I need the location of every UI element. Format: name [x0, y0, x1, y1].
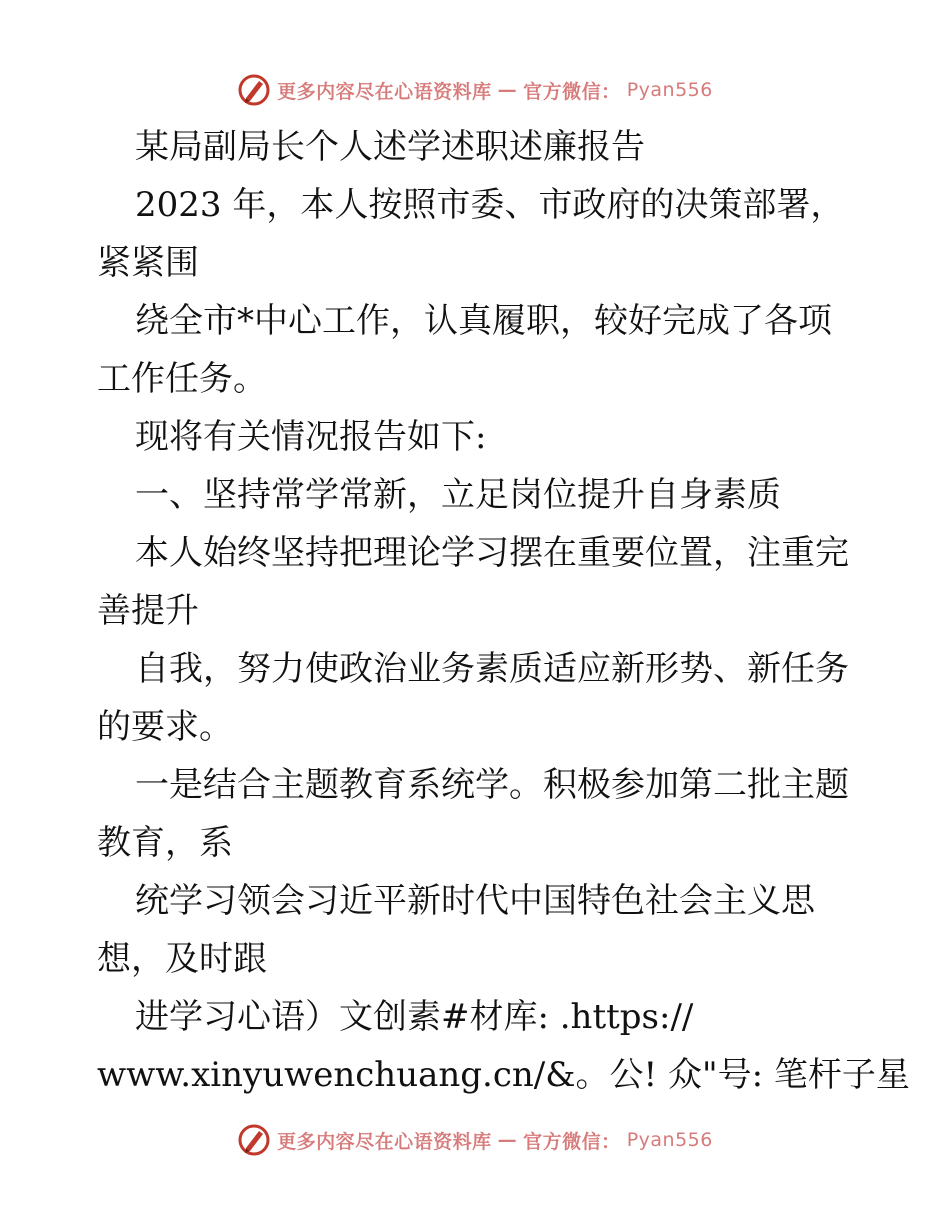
banner-wechat-label: 官方微信： — [523, 1130, 621, 1153]
document-title: 某局副局长个人述学述职述廉报告 — [135, 127, 645, 167]
paragraph-line: 2023 年，本人按照市委、市政府的决策部署， — [135, 185, 845, 225]
paragraph-line: 进学习心语）文创素#材库: .https:// — [135, 997, 694, 1037]
paragraph-line: 统学习领会习近平新时代中国特色社会主义思 — [135, 881, 815, 921]
banner-wechat-id: Pyan556 — [626, 79, 713, 101]
banner-wechat-id: Pyan556 — [626, 1129, 713, 1151]
paragraph-line: 本人始终坚持把理论学习摆在重要位置，注重完 — [135, 533, 849, 573]
banner-text: 更多内容尽在心语资料库 — [277, 1130, 492, 1153]
paragraph-line: 善提升 — [97, 591, 199, 631]
paragraph-line: 现将有关情况报告如下: — [135, 417, 487, 457]
paragraph-line: 的要求。 — [97, 707, 233, 747]
paragraph-line: 想，及时跟 — [97, 939, 267, 979]
banner-wechat-label: 官方微信： — [523, 80, 621, 103]
pen-logo-icon — [237, 1123, 271, 1157]
pen-logo-icon — [237, 73, 271, 107]
banner-dash: — — [497, 1129, 518, 1151]
banner-text: 更多内容尽在心语资料库 — [277, 80, 492, 103]
paragraph-line: 绕全市*中心工作，认真履职，较好完成了各项 — [135, 301, 832, 341]
paragraph-line: 一是结合主题教育系统学。积极参加第二批主题 — [135, 765, 849, 805]
paragraph-line: 紧紧围 — [97, 243, 199, 283]
section-heading: 一、坚持常学常新，立足岗位提升自身素质 — [135, 475, 781, 515]
header-banner — [0, 72, 950, 108]
paragraph-line: 工作任务。 — [97, 359, 267, 399]
paragraph-line: www.xinyuwenchuang.cn/&。公! 众"号: 笔杆子星 — [97, 1055, 910, 1095]
footer-banner — [0, 1122, 950, 1158]
paragraph-line: 自我，努力使政治业务素质适应新形势、新任务 — [135, 649, 849, 689]
paragraph-line: 教育，系 — [97, 823, 233, 863]
banner-dash: — — [497, 79, 518, 101]
